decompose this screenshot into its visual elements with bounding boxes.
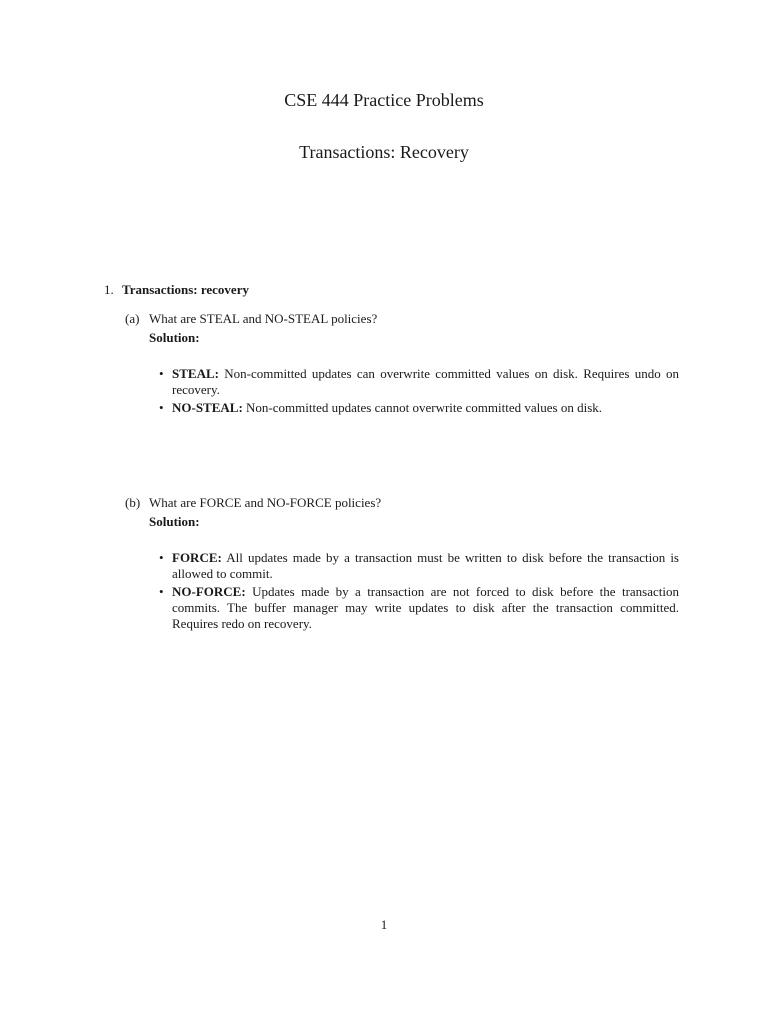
solution-list bbox=[159, 550, 679, 634]
solution-label: Solution: bbox=[149, 330, 200, 345]
document-subtitle: Transactions: Recovery bbox=[299, 142, 469, 162]
bullet-icon: • bbox=[159, 550, 164, 565]
part-label: (a) bbox=[125, 311, 140, 326]
term-label: STEAL: bbox=[172, 366, 219, 381]
page-number: 1 bbox=[380, 917, 388, 932]
list-item bbox=[159, 584, 679, 632]
list-item bbox=[159, 550, 679, 582]
list-item bbox=[159, 366, 679, 398]
term-label: FORCE: bbox=[172, 550, 222, 565]
term-label: NO-STEAL: bbox=[172, 400, 243, 415]
bullet-icon: • bbox=[159, 400, 164, 415]
term-definition: Non-committed updates can overwrite committed values on disk. Requires undo on recovery. bbox=[172, 366, 679, 397]
part-label: (b) bbox=[125, 495, 141, 510]
solution-list bbox=[159, 366, 679, 418]
list-item bbox=[159, 400, 679, 416]
bullet-icon: • bbox=[159, 584, 164, 599]
bullet-icon: • bbox=[159, 366, 164, 381]
term-definition: Updates made by a transaction are not forced to disk before the transaction commits. The buffer manager may write updates to disk after the transaction committed. Requires redo on recovery. bbox=[172, 584, 679, 631]
part-question: What are FORCE and NO-FORCE policies? bbox=[149, 495, 382, 510]
term-definition: All updates made by a transaction must be written to disk before the transaction is allowed to commit. bbox=[172, 550, 679, 581]
problem-heading: Transactions: recovery bbox=[122, 282, 249, 297]
problem-number: 1. bbox=[104, 282, 114, 297]
document-title: CSE 444 Practice Problems bbox=[284, 90, 484, 110]
term-definition: Non-committed updates cannot overwrite committed values on disk. bbox=[246, 400, 603, 415]
part-question: What are STEAL and NO-STEAL policies? bbox=[149, 311, 378, 326]
solution-label: Solution: bbox=[149, 514, 200, 529]
term-label: NO-FORCE: bbox=[172, 584, 246, 599]
